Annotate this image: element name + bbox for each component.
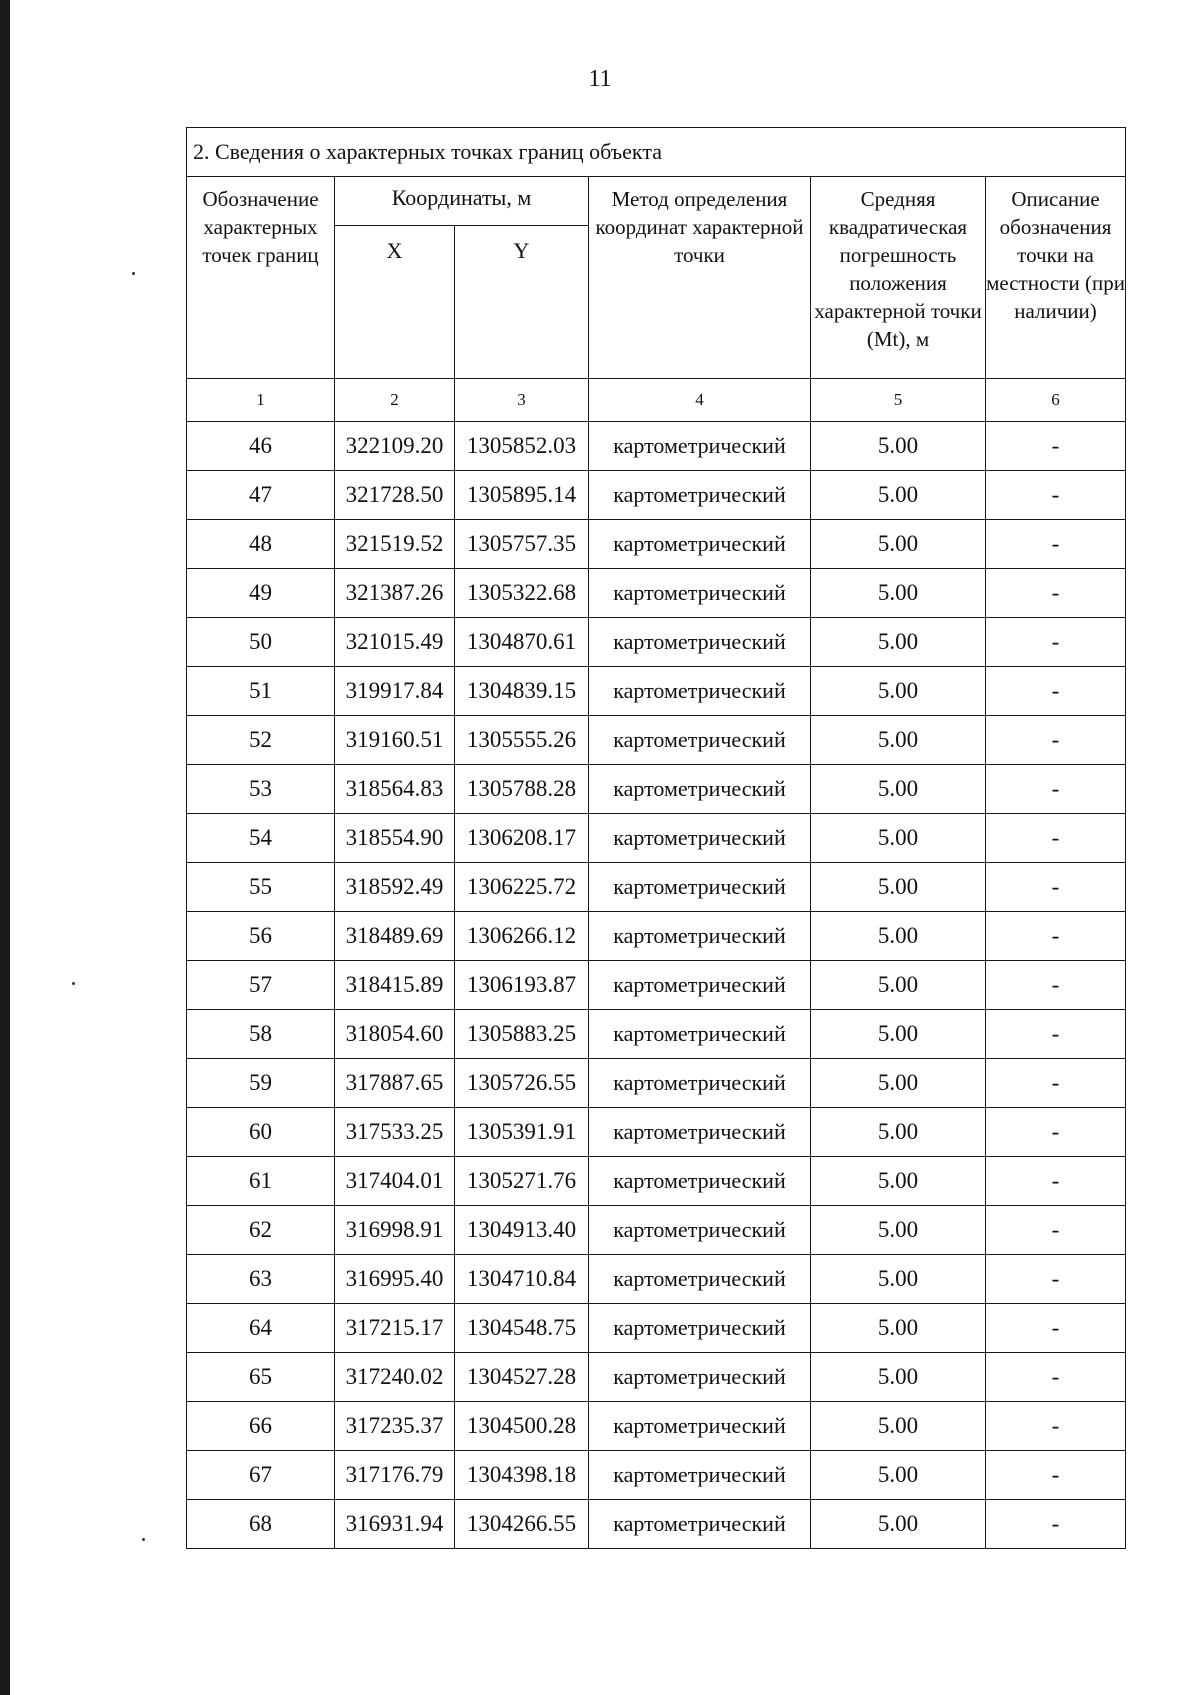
cell-point-id: 49 — [187, 569, 335, 618]
table-row — [187, 1255, 1126, 1304]
table-row — [187, 814, 1126, 863]
cell-error: 5.00 — [811, 912, 986, 961]
cell-description: - — [986, 1255, 1126, 1304]
cell-method: картометрический — [589, 422, 811, 471]
cell-y: 1304870.61 — [455, 618, 589, 667]
cell-y: 1304500.28 — [455, 1402, 589, 1451]
cell-y: 1306208.17 — [455, 814, 589, 863]
scan-left-edge — [0, 0, 10, 1695]
table-row — [187, 961, 1126, 1010]
cell-description: - — [986, 618, 1126, 667]
table-row — [187, 1402, 1126, 1451]
cell-x: 318489.69 — [335, 912, 455, 961]
cell-description: - — [986, 1402, 1126, 1451]
cell-error: 5.00 — [811, 1108, 986, 1157]
page-number: 11 — [588, 66, 612, 92]
cell-description: - — [986, 520, 1126, 569]
cell-method: картометрический — [589, 961, 811, 1010]
section-title: 2. Сведения о характерных точках границ объекта — [187, 128, 1126, 177]
column-number: 6 — [986, 379, 1126, 422]
cell-method: картометрический — [589, 1500, 811, 1549]
cell-y: 1304266.55 — [455, 1500, 589, 1549]
cell-description: - — [986, 1157, 1126, 1206]
table-row — [187, 422, 1126, 471]
cell-point-id: 66 — [187, 1402, 335, 1451]
cell-x: 322109.20 — [335, 422, 455, 471]
table-row — [187, 1500, 1126, 1549]
cell-y: 1304527.28 — [455, 1353, 589, 1402]
cell-description: - — [986, 471, 1126, 520]
cell-point-id: 55 — [187, 863, 335, 912]
cell-description: - — [986, 1353, 1126, 1402]
cell-error: 5.00 — [811, 667, 986, 716]
cell-method: картометрический — [589, 863, 811, 912]
cell-error: 5.00 — [811, 765, 986, 814]
table-row — [187, 520, 1126, 569]
cell-point-id: 65 — [187, 1353, 335, 1402]
cell-method: картометрический — [589, 618, 811, 667]
cell-method: картометрический — [589, 814, 811, 863]
cell-point-id: 62 — [187, 1206, 335, 1255]
cell-y: 1306225.72 — [455, 863, 589, 912]
cell-y: 1305883.25 — [455, 1010, 589, 1059]
cell-point-id: 50 — [187, 618, 335, 667]
cell-x: 317215.17 — [335, 1304, 455, 1353]
cell-description: - — [986, 667, 1126, 716]
cell-x: 317235.37 — [335, 1402, 455, 1451]
cell-x: 318554.90 — [335, 814, 455, 863]
cell-point-id: 67 — [187, 1451, 335, 1500]
table-row — [187, 1010, 1126, 1059]
cell-description: - — [986, 569, 1126, 618]
cell-point-id: 64 — [187, 1304, 335, 1353]
cell-point-id: 61 — [187, 1157, 335, 1206]
table-row — [187, 1206, 1126, 1255]
cell-point-id: 52 — [187, 716, 335, 765]
cell-y: 1305555.26 — [455, 716, 589, 765]
cell-method: картометрический — [589, 716, 811, 765]
column-number: 4 — [589, 379, 811, 422]
cell-description: - — [986, 1304, 1126, 1353]
cell-point-id: 46 — [187, 422, 335, 471]
cell-x: 317887.65 — [335, 1059, 455, 1108]
cell-error: 5.00 — [811, 1353, 986, 1402]
scan-speck — [72, 982, 75, 985]
cell-point-id: 51 — [187, 667, 335, 716]
cell-method: картометрический — [589, 520, 811, 569]
cell-point-id: 47 — [187, 471, 335, 520]
header-method: Метод определения координат характерной точки — [589, 177, 811, 379]
table-row — [187, 716, 1126, 765]
cell-description: - — [986, 863, 1126, 912]
cell-y: 1305852.03 — [455, 422, 589, 471]
table-body — [187, 422, 1126, 1549]
cell-method: картометрический — [589, 667, 811, 716]
cell-method: картометрический — [589, 1010, 811, 1059]
cell-description: - — [986, 716, 1126, 765]
cell-x: 321519.52 — [335, 520, 455, 569]
cell-error: 5.00 — [811, 1157, 986, 1206]
cell-description: - — [986, 1108, 1126, 1157]
cell-description: - — [986, 422, 1126, 471]
cell-point-id: 60 — [187, 1108, 335, 1157]
cell-method: картометрический — [589, 569, 811, 618]
cell-method: картометрический — [589, 1304, 811, 1353]
cell-x: 318054.60 — [335, 1010, 455, 1059]
cell-y: 1304548.75 — [455, 1304, 589, 1353]
column-number: 5 — [811, 379, 986, 422]
cell-y: 1305788.28 — [455, 765, 589, 814]
cell-y: 1305757.35 — [455, 520, 589, 569]
cell-description: - — [986, 912, 1126, 961]
cell-error: 5.00 — [811, 1206, 986, 1255]
cell-description: - — [986, 1500, 1126, 1549]
cell-x: 321728.50 — [335, 471, 455, 520]
table-row — [187, 1157, 1126, 1206]
cell-point-id: 48 — [187, 520, 335, 569]
cell-y: 1305271.76 — [455, 1157, 589, 1206]
cell-point-id: 68 — [187, 1500, 335, 1549]
cell-method: картометрический — [589, 1157, 811, 1206]
cell-y: 1304398.18 — [455, 1451, 589, 1500]
header-error: Средняя квадратическая погрешность положения характерной точки (Mt), м — [811, 177, 986, 379]
cell-description: - — [986, 1451, 1126, 1500]
scan-speck — [142, 1538, 145, 1541]
cell-point-id: 53 — [187, 765, 335, 814]
cell-x: 318592.49 — [335, 863, 455, 912]
cell-method: картометрический — [589, 1255, 811, 1304]
cell-x: 317240.02 — [335, 1353, 455, 1402]
cell-error: 5.00 — [811, 1059, 986, 1108]
cell-y: 1304913.40 — [455, 1206, 589, 1255]
cell-error: 5.00 — [811, 716, 986, 765]
cell-method: картометрический — [589, 1059, 811, 1108]
cell-y: 1304839.15 — [455, 667, 589, 716]
cell-point-id: 57 — [187, 961, 335, 1010]
table-row — [187, 1108, 1126, 1157]
cell-x: 319917.84 — [335, 667, 455, 716]
cell-point-id: 58 — [187, 1010, 335, 1059]
table-row — [187, 912, 1126, 961]
cell-y: 1305322.68 — [455, 569, 589, 618]
cell-x: 316998.91 — [335, 1206, 455, 1255]
header-coordinates: Координаты, м — [335, 177, 589, 226]
cell-description: - — [986, 814, 1126, 863]
cell-method: картометрический — [589, 1451, 811, 1500]
table-row — [187, 569, 1126, 618]
cell-x: 318564.83 — [335, 765, 455, 814]
cell-method: картометрический — [589, 1402, 811, 1451]
cell-error: 5.00 — [811, 1500, 986, 1549]
cell-method: картометрический — [589, 471, 811, 520]
table-row — [187, 765, 1126, 814]
cell-method: картометрический — [589, 912, 811, 961]
table-row — [187, 618, 1126, 667]
cell-error: 5.00 — [811, 961, 986, 1010]
table-row — [187, 1353, 1126, 1402]
cell-y: 1305895.14 — [455, 471, 589, 520]
cell-x: 317176.79 — [335, 1451, 455, 1500]
cell-x: 321015.49 — [335, 618, 455, 667]
cell-x: 317533.25 — [335, 1108, 455, 1157]
cell-y: 1306193.87 — [455, 961, 589, 1010]
cell-x: 317404.01 — [335, 1157, 455, 1206]
cell-method: картометрический — [589, 1206, 811, 1255]
cell-point-id: 56 — [187, 912, 335, 961]
cell-description: - — [986, 765, 1126, 814]
column-number: 2 — [335, 379, 455, 422]
cell-error: 5.00 — [811, 520, 986, 569]
cell-description: - — [986, 961, 1126, 1010]
column-number: 1 — [187, 379, 335, 422]
cell-x: 316995.40 — [335, 1255, 455, 1304]
table-row — [187, 1059, 1126, 1108]
header-description: Описание обозначения точки на местности (при наличии) — [986, 177, 1126, 379]
cell-error: 5.00 — [811, 569, 986, 618]
cell-description: - — [986, 1010, 1126, 1059]
cell-error: 5.00 — [811, 618, 986, 667]
cell-point-id: 63 — [187, 1255, 335, 1304]
cell-x: 319160.51 — [335, 716, 455, 765]
cell-y: 1305391.91 — [455, 1108, 589, 1157]
column-number: 3 — [455, 379, 589, 422]
cell-x: 321387.26 — [335, 569, 455, 618]
cell-error: 5.00 — [811, 1451, 986, 1500]
cell-method: картометрический — [589, 1353, 811, 1402]
cell-description: - — [986, 1059, 1126, 1108]
cell-method: картометрический — [589, 765, 811, 814]
cell-error: 5.00 — [811, 422, 986, 471]
scan-speck — [132, 272, 135, 275]
table-row — [187, 1451, 1126, 1500]
cell-x: 318415.89 — [335, 961, 455, 1010]
header-x: X — [335, 226, 455, 379]
table-row — [187, 667, 1126, 716]
cell-error: 5.00 — [811, 1010, 986, 1059]
cell-point-id: 54 — [187, 814, 335, 863]
cell-y: 1304710.84 — [455, 1255, 589, 1304]
cell-method: картометрический — [589, 1108, 811, 1157]
table-row — [187, 1304, 1126, 1353]
boundary-points-table — [186, 127, 1126, 1549]
cell-error: 5.00 — [811, 814, 986, 863]
header-y: Y — [455, 226, 589, 379]
cell-description: - — [986, 1206, 1126, 1255]
cell-point-id: 59 — [187, 1059, 335, 1108]
cell-error: 5.00 — [811, 1255, 986, 1304]
cell-error: 5.00 — [811, 1304, 986, 1353]
cell-error: 5.00 — [811, 1402, 986, 1451]
cell-x: 316931.94 — [335, 1500, 455, 1549]
cell-error: 5.00 — [811, 863, 986, 912]
cell-y: 1305726.55 — [455, 1059, 589, 1108]
table-row — [187, 863, 1126, 912]
table-row — [187, 471, 1126, 520]
cell-y: 1306266.12 — [455, 912, 589, 961]
header-point-designation: Обозначение характерных точек границ — [187, 177, 335, 379]
cell-error: 5.00 — [811, 471, 986, 520]
